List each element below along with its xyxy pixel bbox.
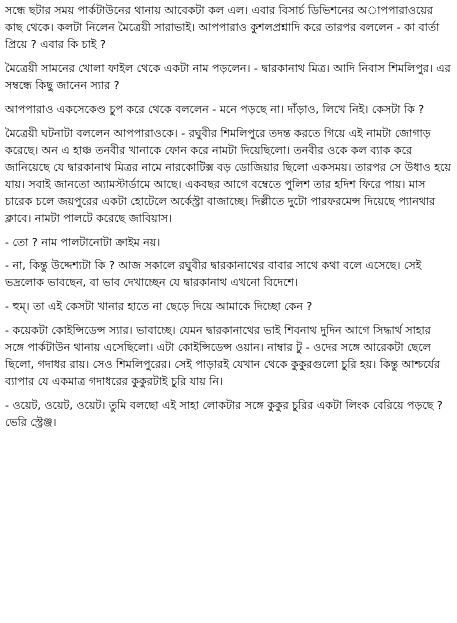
paragraph: আপপারাও একসেকেণ্ড চুপ করে থেকে বললেন - মনে পড়ছে না। দাঁড়াও, লিখে নিই। কেসটা কি ? — [5, 103, 425, 116]
paragraph: - কয়েকটা কোইন্সিডেন্স স্যার। ভাবাচ্ছে। যেমন দ্বারকানাথের ভাই শিবনাথ দুদিন আগে সিদ্ধার্থ সাহার সঙ্গে পার্কটাউন থানায় এসেছিলো। এটা কোইন্সিডেন্স ওয়ান। নাম্বার টু - ওদের সঙ্গে আরেকটা ছেলে ছিলো, গদাধর রায়। সেও শিমলিপুরের। সেই পাড়ারই যেখান থেকে কুকুরগুলো চুরি হয়। কিন্তু আশ্চর্যের ব্যাপার যে একমাত্র গদাধরের কুকুরটাই চুরি যায় নি। — [5, 324, 440, 388]
paragraph: মৈত্রেয়ী ঘটনাটা বললেন আপপারাওকে। - রঘুবীর শিমলিপুরে তদন্ত করতে গিয়ে এই নামটা জোগাড় করেছে। অন এ হাঞ্চ তনবীর খানাকে ফোন করে নামটা দিয়েছিলো। তনবীর ওকে কল ব্যাক করে জানিয়েছে যে দ্বারকানাথ মিত্রর নামে নারকোটিক্স বড় ডোজিয়ার ছিলো একসময়। তারপর সে উধাও হয়ে যায়। সবাই জানতো অ্যামস্টার্ডামে আছে। একবছর আগে বম্বেতে পুলিশ তার হদিশ ফিরে পায়। মাস চারেক চলে জয়পুরের একটা হোটেলে অর্কেস্ট্রা বাজাচ্ছে। দিল্লীতে দুটো পারফরমেন্স দিয়েছে প্যানথার ক্লাবে। নামটা পালটে করেছে জাবিয়াস। — [5, 127, 451, 225]
paragraph: মৈত্রেয়ী সামনের খোলা ফাইল থেকে একটা নাম পড়লেন। - দ্বারকানাথ মিত্র। আদি নিবাস শিমলিপুর। এর সম্বন্ধে কিছু জানেন স্যার ? — [5, 62, 451, 92]
paragraph: - তো ? নাম পালটানোটা ক্রাইম নয়। — [5, 236, 161, 249]
paragraph: - ওয়েট, ওয়েট, ওয়েট। তুমি বলছো এই সাহা লোকটার সঙ্গে কুকুর চুরির একটা লিংক বেরিয়ে পড়ছে ? ভেরি স্ট্রেঞ্জ। — [5, 399, 443, 429]
paragraph: সন্ধে ছটার সময় পার্কটাউনের থানায় আবেকটা কল এল। এবার বিসার্চ ডিভিশনের অাপপারাওয়ের কাছ থেকে। কলটা নিলেন মৈত্রেয়ী সারাভাই। আপপারাও কুশলপ্রশ্নাদি করে তারপর বললেন - কা বার্তা প্রিয়ে ? এবার কি চাই ? — [5, 4, 440, 51]
paragraph: - না, কিন্তু উদ্দেশ্যটা কি ? আজ সকালে রঘুবীর দ্বারকানাথের বাবার সাথে কথা বলে এসেছে। সেই ভদ্রলোক ভাবছেন, বা ভাব দেখাচ্ছেন যে দ্বারকানাথ এখনো বিদেশে। — [5, 259, 422, 289]
paragraph: - হুম্। তা এই কেসটা খানার হাতে না ছেড়ে দিয়ে আমাকে দিচ্ছো কেন ? — [5, 300, 313, 313]
